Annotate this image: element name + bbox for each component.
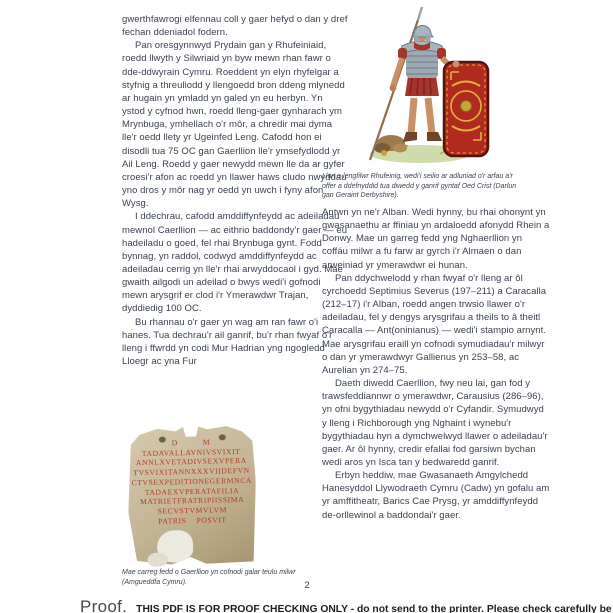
inscription-line: ANNLXVETADIVSEXVPERA [135,456,247,468]
proof-label: Proof. [80,597,128,613]
inscription-line: TADAVALLAVNIVSVIXIT [141,446,241,458]
body-paragraph: Bu rhannau o'r gaer yn wag am ran fawr o'i hanes. Tua dechrau'r ail ganrif, bu'r rhan fwyaf o'r lleng i ffwrdd yn codi Mur Hadrian yng ngogledd Lloegr ac yna Fur [122,316,333,368]
inscription-line: MATRIETFRATRIPIISSIMA [139,495,245,507]
inscription-line: D M [171,437,211,448]
inscription-line: TVSVIXITANNXXXVIIDEFVN [133,465,250,478]
body-paragraph: Erbyn heddiw, mae Gwasanaeth Amgylchedd Hanesyddol Llywodraeth Cymru (Cadw) yn gofalu am yr amffitheatr, Barics Cae Prysg, yr amddiffynfeydd de-orllewinol a baddondai'r gaer. [322,470,550,521]
inscription-line: SECVSTVMVLVM [157,505,228,516]
legionary-caption: Llun o lengfilwr Rhufeinig, wedi'i seilio ar adluniad o'r arfau a'r offer a ddefnyddid tua diwedd y ganrif gyntaf Oed Crist (Darlun gan Geraint Derbyshire). [322,173,517,200]
body-paragraph: gwerthfawrogi elfennau coll y gaer hefyd o dan y dref fechan ddeniadol fodern. [122,14,348,39]
shield [444,62,488,156]
proof-footer [80,597,610,613]
page-number: 2 [304,580,310,591]
tombstone-photo [127,423,258,566]
inscription-line: CTVSEXPEDITIONEGERMNCA [131,475,252,488]
proof-message: THIS PDF IS FOR PROOF CHECKING ONLY - do not send to the printer. Please check carefully be [136,604,612,613]
body-paragraph: Antwn yn ne'r Alban. Wedi hynny, bu rhai ohonynt yn gwasanaethu ar ffiniau yn ardaloedd afonydd Rhein a Donwy. Mae un garreg fedd yng Nghaerllion yn coffáu milwr a fu farw ar gyrch i'r Almaen o dan arweiniad yr ymerawdwr ei hunan. [322,207,550,271]
body-paragraph: Pan oresgynnwyd Prydain gan y Rhufeiniaid, roedd llwyth y Silwriaid yn byw mewn rhan fawr o dde-ddwyrain Cymru. Roeddent yn elyn rhyfelgar a styfnig a threuliodd y llengoedd bron ddeng mlynedd ar hugain yn ymladd yn galed yn eu herbyn. Yn ystod y cyfnod hwn, roedd lleng-gaer gynharach ym Mrynbuga, ymhellach o'r môr, a chredir mai dyma lle'r oedd llety yr Ugeinfed Leng. Cafodd hon ei disodli tua 75 OC gan Gaerllion lle'r ymsefydlodd yr Ail Leng. Roedd y gaer newydd mewn lle da ar gyfer croesi'r afon ac roedd yn llawer haws cludo nwyddau yno dros y môr nag yr oedd yn uwch i fyny afon Wysg. [122,40,347,210]
body-paragraph: Pan ddychwelodd y rhan fwyaf o'r lleng ar ôl cyrchoedd Septimius Severus (197–211) a Caracalla (212–17) i'r Alban, roedd angen trwsio llawer o'r adeiladau, fel y dengys arysgrifau a theils to â theitl Caracalla — Ant(oninianus) — wedi'i stampio arnynt. Mae arysgrifau eraill yn cofnodi symudiadau'r milwyr o dan yr ymerawdwyr Gallienus yn 253–58, ac Aurelian yn 274–75. [322,272,547,376]
tunic [405,76,439,96]
stone-damage-patch [147,553,167,567]
stone-inscription [127,437,257,527]
tombstone-caption: Mae carreg fedd o Gaerllion yn cofnodi galar teulu milwr (Amgueddfa Cymru). [122,569,296,586]
inscription-line: TADAEXVPERATAFILIA [144,485,240,497]
body-paragraph: I ddechrau, cafodd amddiffynfeydd ac adeiladau mewnol Caerllion — ac eithrio baddondy'r gaer — eu hadeiladu o goed, fel rhai Brynbuga gynt. Fodd bynnag, yn raddol, codwyd amddiffynfeydd ac adeiladau cerrig yn lle'r rhai arwyddocaol i gyd. Mae gwaith ailgodi un adeilad o bwys wedi'i gofnodi mewn arysgrif er clod i'r Ymerawdwr Trajan, dyddiedig 100 OC. [122,211,348,315]
left-text-column [122,13,348,368]
inscription-line: PATRIS POSVIT [158,514,227,526]
body-paragraph: Daeth diwedd Caerllion, fwy neu lai, gan fod y trawsfeddiannwr o ymerawdwr, Carausius (286–96), yn ofni bygythiadau newydd o'r Cyfandir. Symudwyd y lleng i Richborough yng Nghaint i wynebu'r bygythiadau hyn a dymchwelwyd llawer o adeiladau'r gaer. Ar ôl hynny, credir efallai fod garsiwn bychan wedi aros yn Isca tan y bedwaredd ganrif. [322,378,548,468]
right-text-column [322,206,550,522]
legionary-illustration [348,2,500,168]
